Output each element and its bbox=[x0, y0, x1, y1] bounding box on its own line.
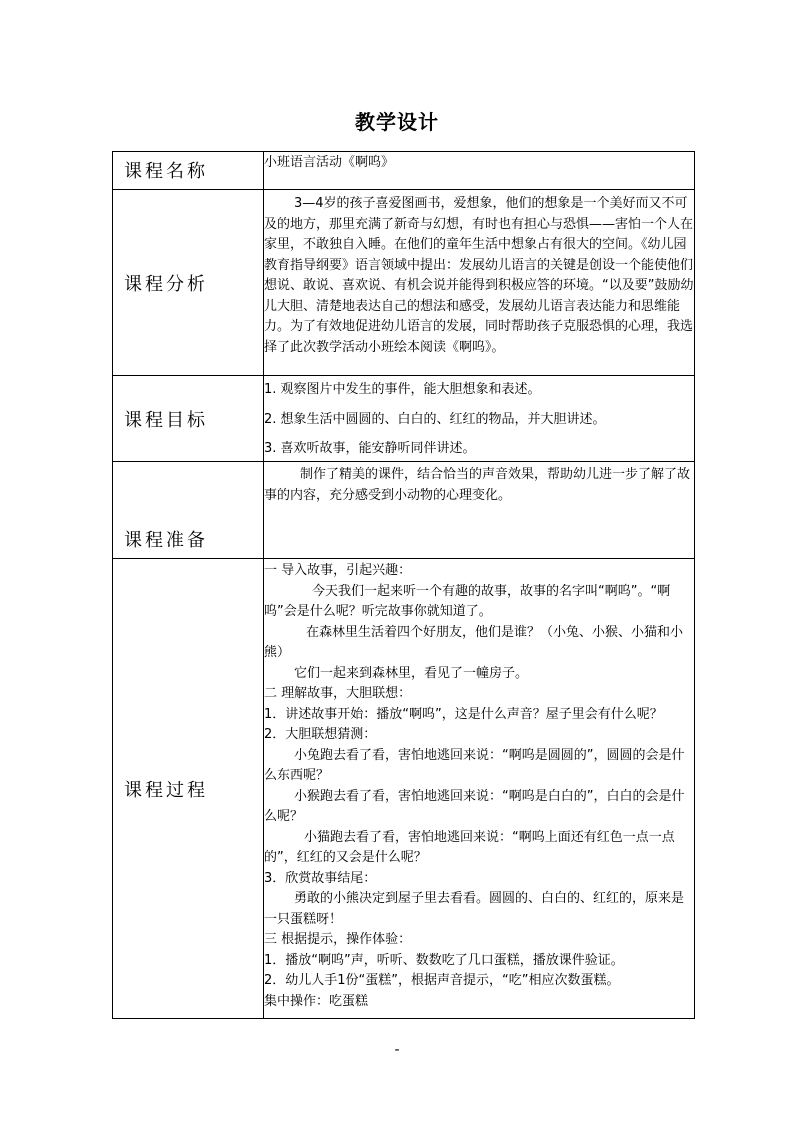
process-heading-3: 三 根据提示，操作体验： bbox=[264, 932, 412, 947]
lesson-plan-table bbox=[112, 151, 695, 1019]
label-course-analysis: 课程分析 bbox=[113, 190, 264, 376]
row-course-analysis bbox=[113, 190, 695, 376]
process-line: 2．大胆联想猜测： bbox=[264, 727, 377, 742]
goal-item: 1. 观察图片中发生的事件，能大胆想象和表述。 bbox=[264, 382, 541, 397]
process-line: 小猫跑去看了看，害怕地逃回来说：“啊呜上面还有红色一点一点的”，红红的又会是什么呢？ bbox=[264, 829, 675, 865]
row-course-process bbox=[113, 559, 695, 1019]
value-course-analysis bbox=[264, 190, 695, 376]
process-line: 1．讲述故事开始：播放“啊呜”，这是什么声音？屋子里会有什么呢？ bbox=[264, 706, 663, 722]
label-course-goals: 课程目标 bbox=[113, 376, 264, 462]
row-course-prep bbox=[113, 462, 695, 559]
process-line: 小猴跑去看了看，害怕地逃回来说：“啊呜是白白的”，白白的会是什么呢？ bbox=[264, 788, 685, 824]
row-course-name bbox=[113, 152, 695, 190]
value-course-prep bbox=[264, 462, 695, 559]
label-course-prep: 课程准备 bbox=[113, 462, 264, 559]
page-marker: - bbox=[394, 1042, 400, 1058]
prep-text: 制作了精美的课件，结合恰当的声音效果，帮助幼儿进一步了解了故事的内容，充分感受到小动物的心理变化。 bbox=[264, 467, 691, 503]
row-course-goals bbox=[113, 376, 695, 462]
process-heading-1: 一 导入故事，引起兴趣： bbox=[264, 563, 412, 578]
process-line: 在森林里生活着四个好朋友，他们是谁？（小兔、小猴、小猫和小熊） bbox=[264, 624, 684, 660]
process-line: 1．播放“啊呜”声，听听、数数吃了几口蛋糕，播放课件验证。 bbox=[264, 952, 624, 968]
process-line: 今天我们一起来听一个有趣的故事，故事的名字叫“啊呜”。“啊呜”会是什么呢？听完故事你就知道了。 bbox=[264, 583, 671, 619]
page-title: 教学设计 bbox=[355, 110, 439, 134]
value-course-goals bbox=[264, 376, 695, 462]
process-line: 它们一起来到森林里，看见了一幢房子。 bbox=[294, 665, 529, 681]
process-line: 勇敢的小熊决定到屋子里去看看。圆圆的、白白的、红红的，原来是一只蛋糕呀！ bbox=[264, 891, 685, 927]
process-line: 小兔跑去看了看，害怕地逃回来说：“啊呜是圆圆的”，圆圆的会是什么东西呢？ bbox=[264, 747, 685, 783]
goal-item: 2. 想象生活中圆圆的、白白的、红红的物品，并大胆讲述。 bbox=[264, 411, 606, 427]
value-course-name: 小班语言活动《啊呜》 bbox=[264, 152, 695, 190]
goal-item: 3. 喜欢听故事，能安静听同伴讲述。 bbox=[264, 441, 476, 456]
process-line: 2．幼儿人手1份“蛋糕”，根据声音提示，“吃”相应次数蛋糕。 bbox=[264, 973, 620, 988]
process-line: 3．欣赏故事结尾： bbox=[264, 870, 377, 886]
process-line: 集中操作：吃蛋糕 bbox=[264, 993, 369, 1009]
label-course-name: 课程名称 bbox=[113, 152, 264, 190]
process-heading-2: 二 理解故事，大胆联想： bbox=[264, 686, 412, 701]
analysis-text: 3—4岁的孩子喜爱图画书，爱想象，他们的想象是一个美好而又不可及的地方，那里充满了新奇与幻想，有时也有担心与恐惧——害怕一个人在家里，不敢独自入睡。在他们的童年生活中想象占有很大的空间。《幼儿园教育指导纲要》语言领域中提出：发展幼儿语言的关键是创设一个能使他们想说、敢说、喜欢说、有机会说并能得到积极应答的环境。“以及要”鼓励幼儿大胆、清楚地表达自己的想法和感受，发展幼儿语言表达能力和思维能力。为了有效地促进幼儿语言的发展，同时帮助孩子克服恐惧的心理，我选择了此次教学活动小班绘本阅读《啊呜》。 bbox=[264, 196, 694, 355]
value-course-process bbox=[264, 559, 695, 1019]
label-course-process: 课程过程 bbox=[113, 559, 264, 1019]
